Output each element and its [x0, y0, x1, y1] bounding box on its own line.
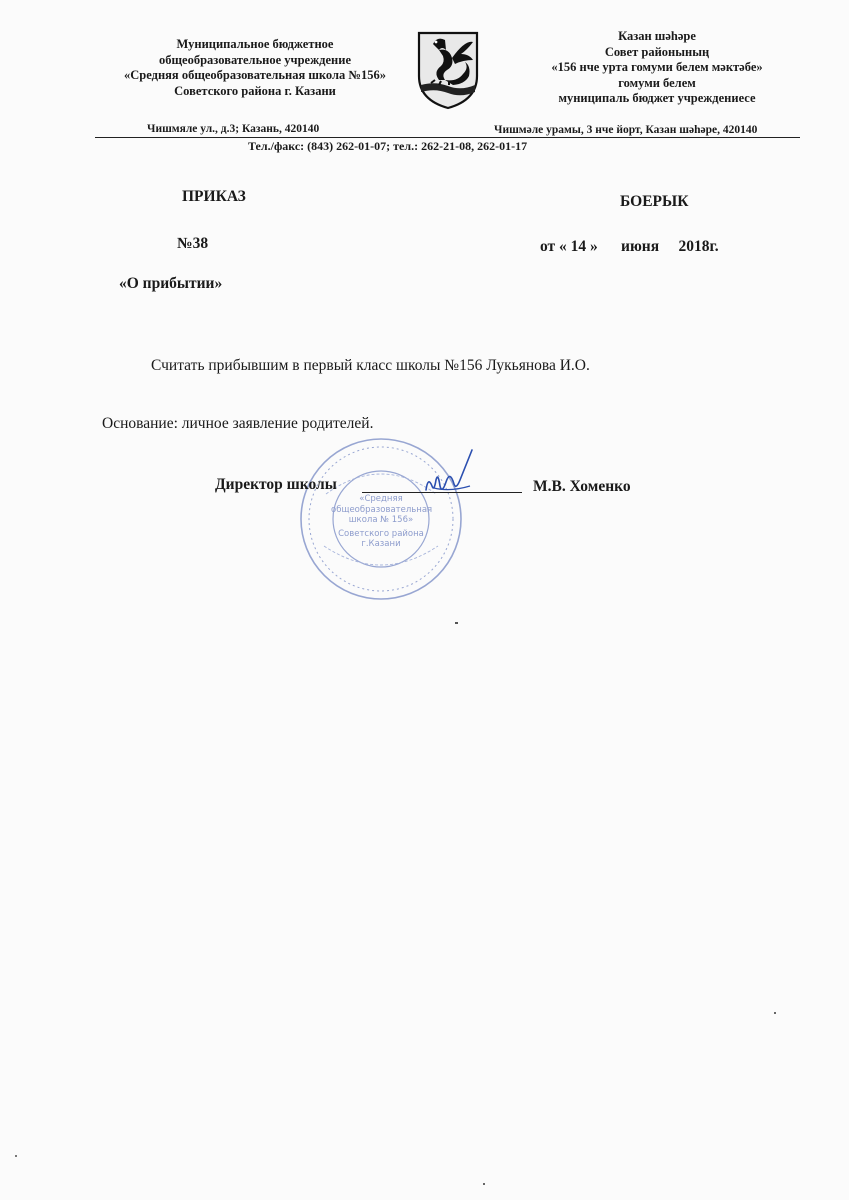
header-right-line: гомуми белем [618, 75, 696, 90]
scan-speck [455, 622, 458, 624]
order-title-ru: ПРИКАЗ [182, 188, 246, 205]
header-right-line: «156 нче урта гомуми белем мәктәбе» [551, 60, 763, 74]
stamp-line: школа № 156» [348, 515, 414, 525]
signatory-name: М.В. Хоменко [533, 478, 631, 495]
handwritten-signature [420, 446, 490, 504]
header-left-line: «Средняя общеобразовательная школа №156» [124, 68, 386, 82]
signatory-position: Директор школы [215, 476, 337, 493]
order-subject: «О прибытии» [119, 275, 223, 292]
scan-speck [774, 1012, 776, 1014]
phone-line: Тел./факс: (843) 262-01-07; тел.: 262-21-08, 262-01-17 [248, 139, 528, 153]
stamp-line: общеобразовательная [331, 504, 433, 515]
order-title-tt: БОЕРЫК [620, 193, 689, 210]
order-date: от « 14 » июня 2018г. [540, 238, 719, 255]
order-body-text: Считать прибывшим в первый класс школы №156 Лукьянова И.О. [151, 357, 590, 374]
header-right-line: муниципаль бюджет учреждениесе [558, 91, 756, 105]
order-number: №38 [177, 235, 209, 252]
header-left-line: Муниципальное бюджетное [176, 37, 334, 51]
header-right-line: Казан шәһәре [618, 29, 696, 43]
stamp-line: Советского района [338, 528, 424, 539]
stamp-text [331, 494, 431, 550]
scan-speck [483, 1183, 485, 1185]
stamp-line: г.Казани [361, 539, 401, 549]
stamp-line: «Средняя [359, 494, 403, 504]
header-right-block [500, 29, 814, 107]
order-basis: Основание: личное заявление родителей. [102, 415, 374, 432]
scan-speck [15, 1155, 17, 1157]
address-left: Чишмяле ул., д.3; Казань, 420140 [147, 123, 320, 135]
header-left-line: Советского района г. Казани [174, 83, 336, 98]
kazan-coat-of-arms-icon [415, 30, 481, 110]
header-left-block [94, 37, 416, 99]
header-left-line: общеобразовательное учреждение [159, 52, 351, 67]
address-right: Чишмәле урамы, 3 нче йорт, Казан шәһәре, 420140 [494, 124, 758, 136]
header-right-line: Совет районының [604, 44, 710, 59]
header-divider [95, 137, 800, 138]
